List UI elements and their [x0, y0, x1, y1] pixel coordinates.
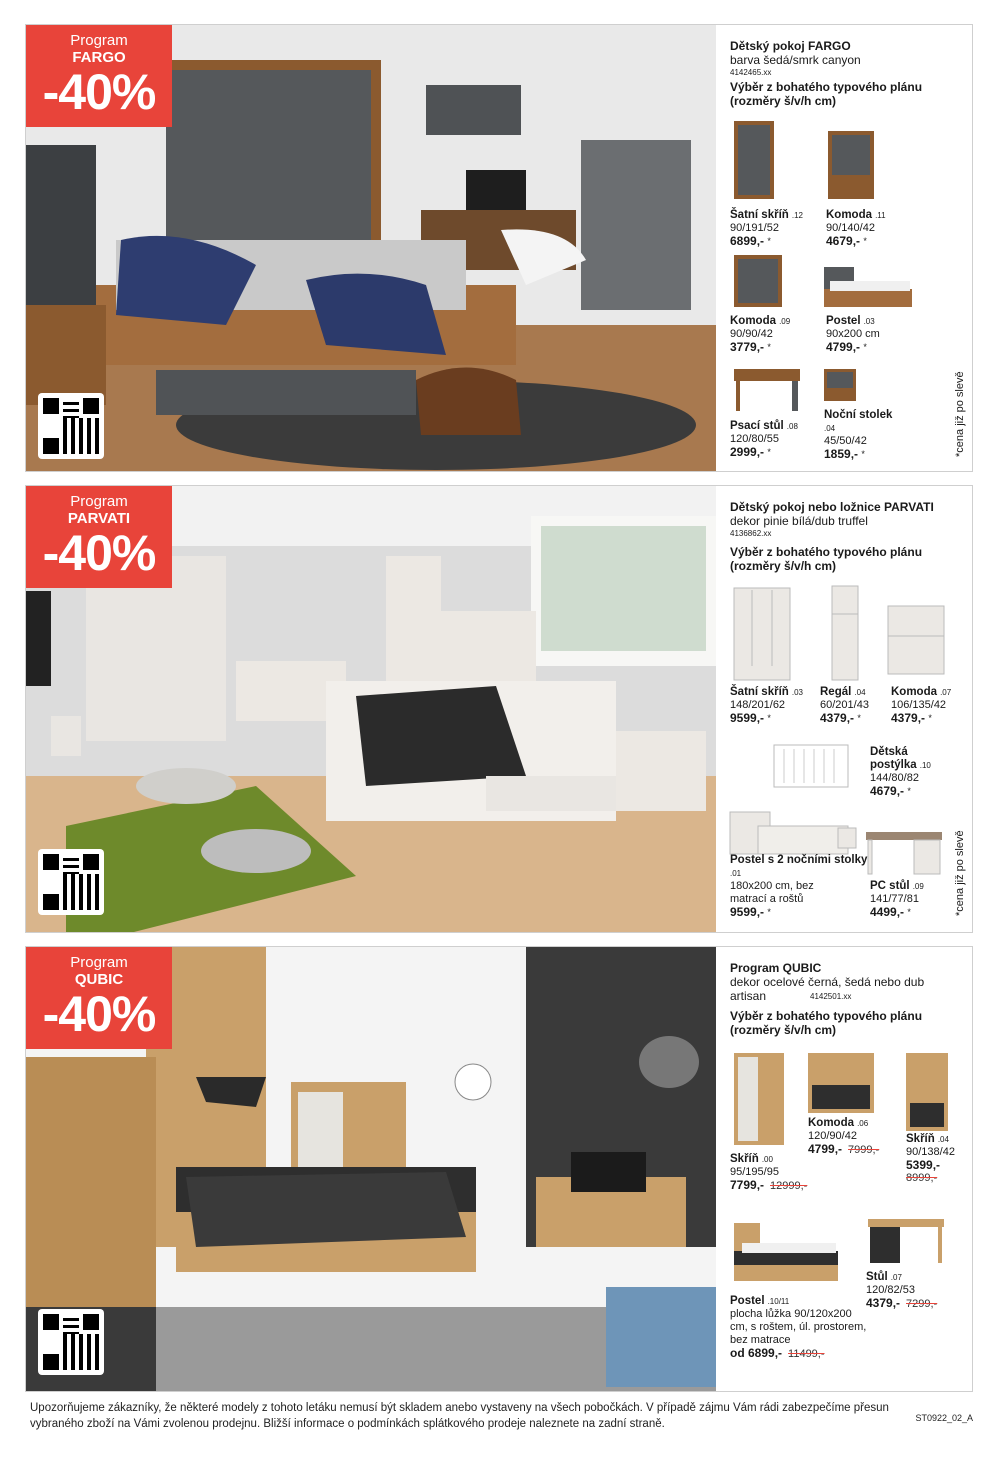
- item-dims: 90x200 cm: [826, 328, 880, 340]
- item-star: *: [857, 713, 861, 723]
- item-code: .04: [937, 1135, 949, 1144]
- footer-disclaimer: Upozorňujeme zákazníky, že některé modely z tohoto letáku nemusí být skladem anebo vystaveny na všech pobočkách. V případě zájmu Vám rádi zabezpečíme přesun vybraného zboží na Vámi zvolenou prodejnu. Bližší informace o podmínkách splátkového prodeje naleznete na zadní straně.: [30, 1402, 889, 1430]
- cabinet-thumb: [904, 1051, 950, 1133]
- product-code: 4136862.xx: [730, 529, 772, 538]
- item-code: .04: [854, 688, 866, 697]
- item-dims: 120/80/55: [730, 433, 779, 445]
- product-subtitle: dekor ocelové černá, šedá nebo dub artisan: [730, 975, 925, 1003]
- product-code: 4142501.xx: [810, 992, 852, 1001]
- item-star: *: [767, 447, 771, 457]
- item-name: Skříň: [730, 1153, 759, 1165]
- item-code: .09: [779, 317, 791, 326]
- item-price: 9599,-: [730, 711, 765, 725]
- item-price: 6899,-: [730, 234, 765, 248]
- item-name: Komoda: [730, 315, 776, 327]
- item-name: PC stůl: [870, 880, 910, 892]
- item-star: *: [907, 907, 911, 917]
- badge-discount: -40%: [42, 525, 156, 581]
- item-code: .07: [940, 688, 952, 697]
- item-dims: plocha lůžka 90/120x200 cm, s roštem, úl. prostorem, bez matrace: [730, 1308, 867, 1346]
- fargo-item-bed[interactable]: [826, 315, 880, 354]
- section-qubic: [25, 946, 973, 1392]
- item-code: .04: [824, 424, 836, 433]
- badge-program-name: FARGO: [72, 49, 126, 66]
- item-code: .00: [761, 1155, 773, 1164]
- item-name: Postel s 2 nočními stolky: [730, 854, 868, 866]
- item-old-price: 11499,-: [788, 1348, 825, 1360]
- item-dims: 148/201/62: [730, 699, 786, 711]
- desk-thumb: [732, 365, 802, 413]
- item-name: Skříň: [906, 1133, 935, 1145]
- item-dims: 45/50/42: [824, 435, 867, 447]
- product-title: Dětský pokoj nebo ložnice PARVATI: [730, 500, 934, 514]
- section-parvati: [25, 485, 973, 933]
- item-price: 7799,-: [730, 1178, 765, 1192]
- item-star: *: [861, 449, 865, 459]
- item-old-price: 7299,-: [906, 1298, 938, 1310]
- item-dims: 144/80/82: [870, 772, 919, 784]
- product-title: Program QUBIC: [730, 961, 822, 975]
- item-dims: 90/191/52: [730, 222, 779, 234]
- item-dims: 141/77/81: [870, 893, 919, 905]
- badge-program-label: Program: [70, 954, 128, 971]
- item-price: 4379,-: [891, 711, 926, 725]
- item-name: Noční stolek: [824, 409, 893, 421]
- dresser-tall-thumb: [826, 129, 876, 201]
- product-title: Dětský pokoj FARGO: [730, 39, 851, 53]
- product-subtitle: dekor pinie bílá/dub truffel: [730, 514, 868, 528]
- item-price: 4799,-: [826, 340, 861, 354]
- selection-heading: Výběr z bohatého typového plánu (rozměry š/v/h cm): [730, 1009, 923, 1037]
- item-old-price: 7999,-: [848, 1144, 880, 1156]
- bed-thumb: [728, 804, 858, 860]
- qubic-item-dresser[interactable]: [808, 1117, 879, 1157]
- badge-program-name: QUBIC: [74, 971, 124, 988]
- item-name: Postel: [826, 315, 861, 327]
- product-subtitle: barva šedá/smrk canyon: [730, 53, 861, 67]
- item-name: Psací stůl: [730, 420, 784, 432]
- item-code: .03: [791, 688, 803, 697]
- qubic-item-desk[interactable]: [866, 1271, 937, 1311]
- item-price: 4379,-: [866, 1296, 901, 1310]
- item-code: .03: [863, 317, 875, 326]
- item-code: .12: [791, 211, 803, 220]
- item-price: 9599,-: [730, 905, 765, 919]
- item-name: Komoda: [808, 1117, 854, 1129]
- item-dims: 90/138/42: [906, 1146, 955, 1158]
- item-dims: 106/135/42: [891, 699, 947, 711]
- badge-discount: -40%: [42, 64, 156, 120]
- item-name: Dětská postýlka: [870, 746, 917, 771]
- fargo-item-dresser-11[interactable]: [826, 209, 886, 248]
- qubic-item-cabinet[interactable]: [906, 1133, 955, 1185]
- parvati-item-pc-desk[interactable]: [870, 880, 924, 919]
- item-dims: 180x200 cm, bez matrací a roštů: [730, 880, 814, 905]
- item-name: Komoda: [891, 686, 937, 698]
- qubic-item-bed[interactable]: [730, 1295, 870, 1361]
- parvati-info-panel: [726, 486, 972, 932]
- item-code: .08: [786, 422, 798, 431]
- item-star: *: [767, 236, 771, 246]
- item-star: *: [928, 713, 932, 723]
- badge-program-name: PARVATI: [67, 510, 131, 527]
- qubic-item-wardrobe[interactable]: [730, 1153, 807, 1193]
- item-dims: 90/140/42: [826, 222, 875, 234]
- item-price: 2999,-: [730, 445, 765, 459]
- item-old-price: 12999,-: [770, 1180, 808, 1192]
- item-name: Stůl: [866, 1271, 888, 1283]
- parvati-item-crib[interactable]: [870, 746, 955, 798]
- item-code: .09: [912, 882, 924, 891]
- item-name: Šatní skříň: [730, 209, 789, 221]
- item-star: *: [863, 342, 867, 352]
- item-star: *: [907, 786, 911, 796]
- item-name: Regál: [820, 686, 852, 698]
- qr-code[interactable]: [38, 393, 104, 459]
- badge-program-label: Program: [70, 493, 128, 510]
- item-star: *: [767, 342, 771, 352]
- crib-thumb: [770, 741, 852, 791]
- wardrobe-thumb: [732, 119, 776, 201]
- selection-heading: Výběr z bohatého typového plánu (rozměry š/v/h cm): [730, 545, 923, 573]
- nightstand-thumb: [822, 367, 858, 403]
- badge-discount: -40%: [42, 986, 156, 1042]
- item-star: *: [767, 907, 771, 917]
- item-dims: 60/201/43: [820, 699, 869, 711]
- item-code: .10/11: [767, 1297, 790, 1306]
- item-price: 4679,-: [870, 784, 905, 798]
- item-code: .07: [890, 1273, 902, 1282]
- item-star: *: [863, 236, 867, 246]
- item-code: .06: [857, 1119, 869, 1128]
- bed-thumb: [732, 1221, 842, 1287]
- item-price: 1859,-: [824, 447, 859, 461]
- item-price: 5399,-: [906, 1158, 941, 1172]
- item-price: 4679,-: [826, 234, 861, 248]
- item-dims: 120/90/42: [808, 1130, 857, 1142]
- item-price: 4379,-: [820, 711, 855, 725]
- fargo-item-nightstand[interactable]: [824, 409, 904, 461]
- parvati-item-bed[interactable]: [730, 854, 870, 919]
- pc-desk-thumb: [864, 828, 944, 878]
- price-note: *cena již po slevě: [954, 830, 966, 916]
- desk-thumb: [866, 1215, 946, 1267]
- fargo-item-desk[interactable]: [730, 420, 798, 459]
- discount-badge: [26, 25, 172, 127]
- qr-code[interactable]: [38, 849, 104, 915]
- item-dims: 95/195/95: [730, 1166, 779, 1178]
- parvati-item-dresser[interactable]: [891, 686, 951, 725]
- price-note: *cena již po slevě: [954, 371, 966, 457]
- item-code: .01: [730, 869, 742, 878]
- dresser-low-thumb: [732, 253, 784, 309]
- qubic-info-panel: [726, 947, 972, 1391]
- item-old-price: 8999,-: [906, 1172, 938, 1184]
- bed-thumb: [816, 263, 916, 311]
- section-fargo: [25, 24, 973, 472]
- discount-badge: [26, 486, 172, 588]
- item-price: 4799,-: [808, 1142, 843, 1156]
- discount-badge: [26, 947, 172, 1049]
- item-star: *: [767, 713, 771, 723]
- dresser-thumb: [806, 1051, 876, 1115]
- shelf-thumb: [830, 584, 860, 682]
- product-code: 4142465.xx: [730, 68, 772, 77]
- footer-code: ST0922_02_A: [915, 1413, 973, 1423]
- item-code: .10: [919, 761, 931, 770]
- fargo-item-dresser-09[interactable]: [730, 315, 790, 354]
- qr-code[interactable]: [38, 1309, 104, 1375]
- item-dims: 120/82/53: [866, 1284, 915, 1296]
- wardrobe-thumb: [732, 586, 792, 682]
- item-price: od 6899,-: [730, 1346, 783, 1360]
- item-name: Komoda: [826, 209, 872, 221]
- item-name: Šatní skříň: [730, 686, 789, 698]
- parvati-item-wardrobe[interactable]: [730, 686, 803, 725]
- badge-program-label: Program: [70, 32, 128, 49]
- item-price: 3779,-: [730, 340, 765, 354]
- fargo-item-wardrobe[interactable]: [730, 209, 803, 248]
- dresser-thumb: [886, 604, 946, 676]
- item-price: 4499,-: [870, 905, 905, 919]
- wardrobe-thumb: [732, 1051, 786, 1147]
- selection-heading: Výběr z bohatého typového plánu (rozměry š/v/h cm): [730, 80, 923, 108]
- item-name: Postel: [730, 1295, 765, 1307]
- fargo-info-panel: [726, 25, 972, 471]
- item-code: .11: [875, 211, 886, 220]
- parvati-item-shelf[interactable]: [820, 686, 869, 725]
- item-dims: 90/90/42: [730, 328, 773, 340]
